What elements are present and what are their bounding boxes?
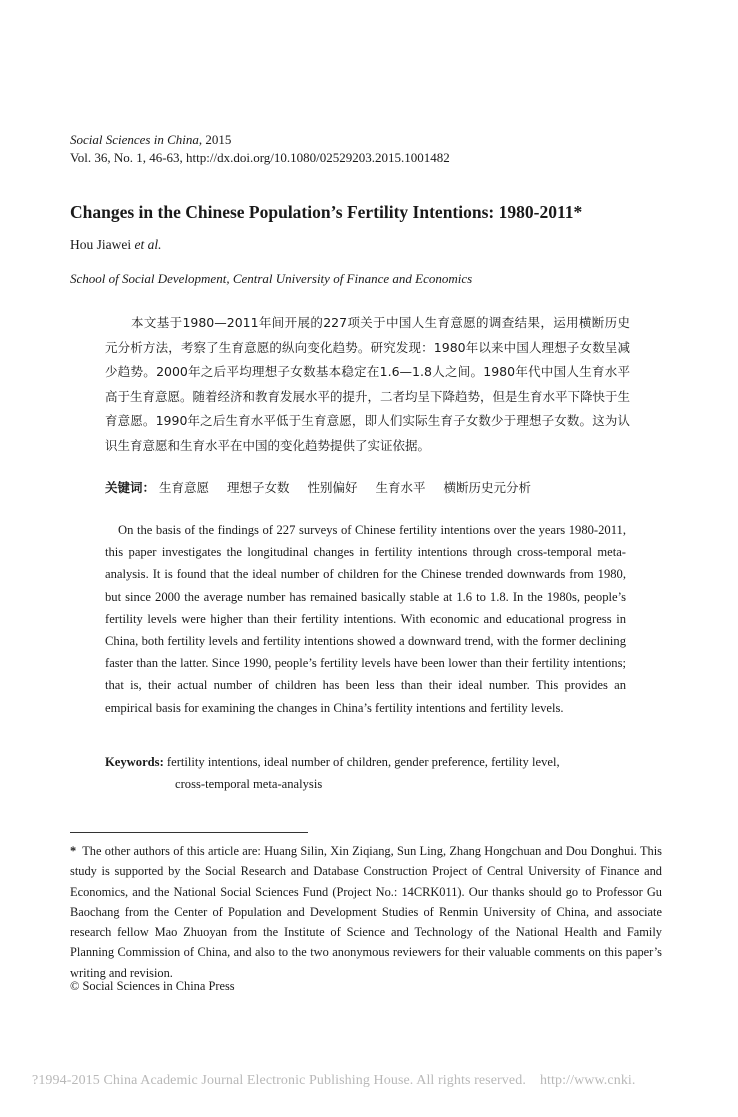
chinese-abstract: 本文基于1980—2011年间开展的227项关于中国人生育意愿的调查结果，运用横断历史元分析方法，考察了生育意愿的纵向变化趋势。研究发现：1980年以来中国人理想子女数呈减少趋势。2000年之后平均理想子女数基本稳定在1.6—1.8人之间。1980年代中国人生育水平高于生育意愿。随着经济和教育发展水平的提升，二者均呈下降趋势，但是生育水平下降快于生育意愿。1990年之后生育水平低于生育意愿，即人们实际生育子女数少于理想子女数。这为认识生育意愿和生育水平在中国的变化趋势提供了实证依据。 [105, 315, 631, 453]
journal-name: Social Sciences in China [70, 132, 199, 147]
author-suffix: et al. [134, 237, 162, 252]
english-keywords-line1: fertility intentions, ideal number of children, gender preference, fertility level, [166, 755, 560, 769]
chinese-keyword: 理想子女数 [227, 480, 290, 495]
english-abstract: On the basis of the findings of 227 surveys of Chinese fertility intentions over the years 1980-2011, this paper investigates the longitudinal changes in fertility intentions through cross-temporal meta-analysis. It is found that the ideal number of children for the Chinese trended downwards from 1980, but since 2000 the average number has remained basically stable at 1.6 to 1.8. In the 1980s, people’s fertility levels were higher than their fertility intentions. With economic and educational progress in China, both fertility levels and fertility intentions showed a downward trend, with the former declining faster than the latter. Since 1990, people’s fertility levels have been lower than their fertility intentions; that is, their actual number of children has been less than their ideal number. This provides an empirical basis for examining the changes in China’s fertility intentions and fertility levels. [105, 523, 626, 715]
copyright-press: © Social Sciences in China Press [70, 979, 235, 993]
chinese-keywords-label: 关键词： [105, 480, 156, 495]
chinese-keywords [105, 478, 545, 498]
chinese-keyword: 生育意愿 [159, 480, 210, 495]
article-title: Changes in the Chinese Population’s Fertility Intentions: 1980-2011* [70, 202, 583, 222]
cnki-watermark [32, 1073, 636, 1089]
journal-citation: Vol. 36, No. 1, 46-63, http://dx.doi.org/10.1080/02529203.2015.1001482 [70, 150, 450, 165]
journal-year: , 2015 [198, 132, 232, 147]
footnote [70, 841, 662, 983]
watermark-text: ?1994-2015 China Academic Journal Electronic Publishing House. All rights reserved. [32, 1073, 526, 1088]
footnote-text: The other authors of this article are: Huang Silin, Xin Ziqiang, Sun Ling, Zhang Hongchuan and Dou Donghui. This study is supported by the Social Research and Database Construction Project of Central University of Finance and Economics, and the National Social Sciences Fund (Project No.: 14CRK011). Our thanks should go to Professor Gu Baochang from the Center of Population and Development Studies of Renmin University of China, and associate research fellow Mao Zhuoyan from the Institute of Science and Technology of the National Health and Family Planning Commission of China, and also to the two anonymous reviewers for their valuable comments on this paper’s writing and revision. [70, 844, 662, 980]
journal-header [70, 131, 450, 167]
affiliation: School of Social Development, Central University of Finance and Economics [70, 271, 473, 286]
author-line [70, 235, 162, 255]
footnote-divider [70, 832, 308, 833]
english-keywords-line2: cross-temporal meta-analysis [175, 777, 323, 791]
chinese-keyword: 横断历史元分析 [443, 480, 532, 495]
english-keywords [105, 751, 630, 795]
journal-name-line [70, 131, 450, 149]
watermark-url: http://www.cnki. [539, 1073, 636, 1088]
footnote-marker: * [70, 844, 77, 858]
chinese-keyword: 性别偏好 [307, 480, 358, 495]
chinese-keyword: 生育水平 [375, 480, 426, 495]
english-keywords-label: Keywords: [105, 755, 164, 769]
author-name: Hou Jiawei [70, 237, 135, 252]
